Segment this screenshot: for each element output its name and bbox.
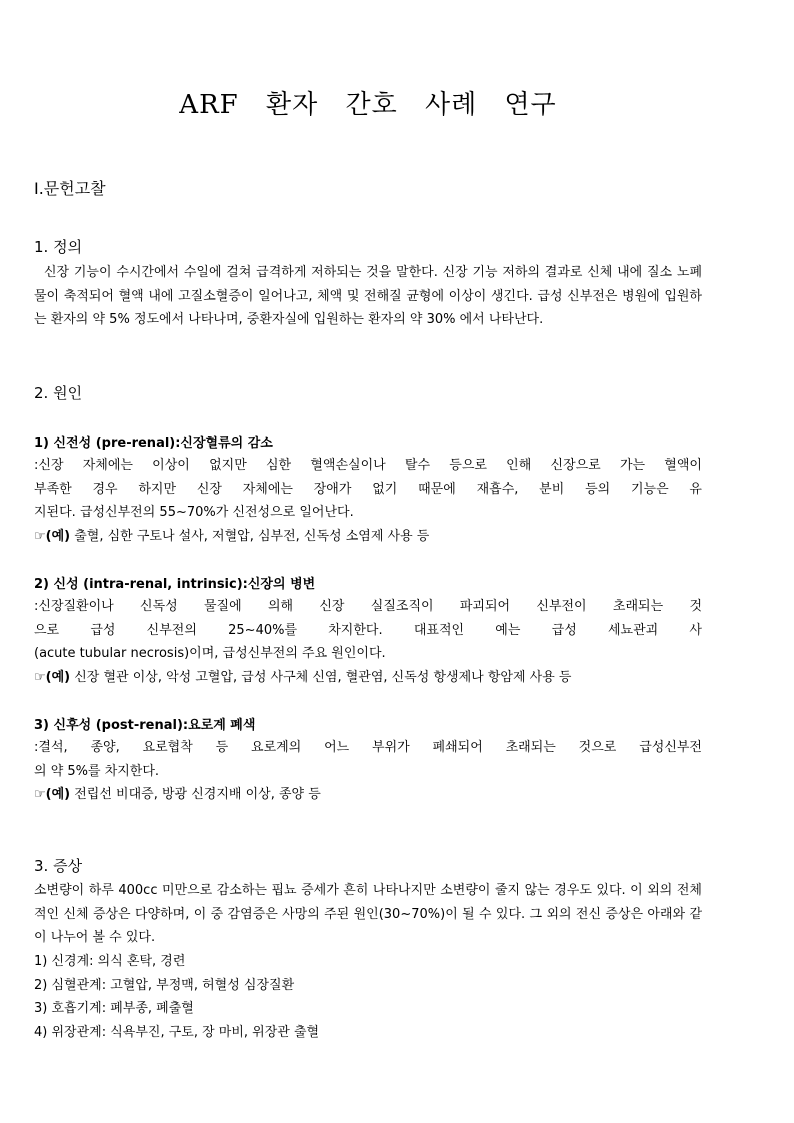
cause-prerenal-heading: 1) 신전성 (pre-renal):신장혈류의 감소 <box>34 436 273 451</box>
example-text: 신장 혈관 이상, 악성 고혈압, 급성 사구체 신염, 혈관염, 신독성 항생제나 항암제 사용 등 <box>70 669 572 685</box>
list-item: 1) 신경계: 의식 혼탁, 경련 <box>34 954 186 969</box>
example-line <box>34 783 702 807</box>
example-label: (예) <box>45 528 71 544</box>
symptoms-heading: 3. 증상 <box>34 857 83 875</box>
example-text: 전립선 비대증, 방광 신경지배 이상, 종양 등 <box>70 787 321 802</box>
body-line: 으로 급성 신부전의 25~40%를 차지한다. 대표적인 예는 급성 세뇨관괴 사 <box>34 622 702 638</box>
section-heading: Ⅰ.문헌고찰 <box>34 179 106 198</box>
cause-intrarenal-heading: 2) 신성 (intra-renal, intrinsic):신장의 병변 <box>34 577 316 592</box>
body-line: (acute tubular necrosis)이며, 급성신부전의 주요 원인이다. <box>34 646 386 661</box>
cause-intrarenal-body <box>34 595 702 689</box>
body-line: :결석, 종양, 요로협착 등 요로계의 어느 부위가 폐쇄되어 초래되는 것으로 급성신부전 <box>34 740 702 755</box>
body-line: 지된다. 급성신부전의 55~70%가 신전성으로 일어난다. <box>34 505 354 520</box>
symptoms-text: 소변량이 하루 400cc 미만으로 감소하는 핍뇨 증세가 흔히 나타나지만 소변량이 줄지 않는 경우도 있다. 이 외의 전체적인 신체 증상은 다양하며, 이 중 감염증은 사망의 주된 원인(30~70%)이 될 수 있다. 그 외의 전신 증상은 아래와 같이 나누어 볼 수 있다. <box>34 883 702 945</box>
list-item: 2) 심혈관계: 고혈압, 부정맥, 허혈성 심장질환 <box>34 977 295 993</box>
cause-postrenal-body <box>34 736 702 807</box>
body-line: 부족한 경우 하지만 신장 자체에는 장애가 없기 때문에 재흡수, 분비 등의 기능은 유 <box>34 481 702 497</box>
pointing-hand-icon: ☞ <box>34 787 46 802</box>
definition-text: 신장 기능이 수시간에서 수일에 걸쳐 급격하게 저하되는 것을 말한다. 신장 기능 저하의 결과로 신체 내에 질소 노폐물이 축적되어 혈액 내에 고질소혈증이 일어나고, 체액 및 전해질 균형에 이상이 생긴다. 급성 신부전은 병원에 입원하는 환자의 약 5% 정도에서 나타나며, 중환자실에 입원하는 환자의 약 30% 에서 나타난다. <box>34 265 702 327</box>
example-label: (예) <box>45 787 71 802</box>
pointing-hand-icon: ☞ <box>34 669 46 685</box>
body-line: 의 약 5%를 차지한다. <box>34 763 160 779</box>
definition-heading: 1. 정의 <box>34 238 83 256</box>
example-line <box>34 525 702 549</box>
example-line <box>34 666 702 690</box>
body-line: :신장질환이나 신독성 물질에 의해 신장 실질조직이 파괴되어 신부전이 초래되는 것 <box>34 599 702 614</box>
body-line: :신장 자체에는 이상이 없지만 심한 혈액손실이나 탈수 등으로 인해 신장으로 가는 혈액이 <box>34 458 702 473</box>
document-title: ARF 환자 간호 사례 연구 <box>179 90 557 120</box>
list-item: 3) 호흡기계: 폐부종, 폐출혈 <box>34 1001 194 1016</box>
cause-postrenal-heading: 3) 신후성 (post-renal):요로계 폐색 <box>34 718 256 733</box>
causes-heading: 2. 원인 <box>34 384 83 402</box>
symptoms-list <box>34 950 702 1044</box>
example-label: (예) <box>45 669 71 685</box>
cause-prerenal-body <box>34 454 702 548</box>
list-item: 4) 위장관계: 식욕부진, 구토, 장 마비, 위장관 출혈 <box>34 1024 320 1040</box>
pointing-hand-icon: ☞ <box>34 528 46 544</box>
example-text: 출혈, 심한 구토나 설사, 저혈압, 심부전, 신독성 소염제 사용 등 <box>70 528 430 544</box>
